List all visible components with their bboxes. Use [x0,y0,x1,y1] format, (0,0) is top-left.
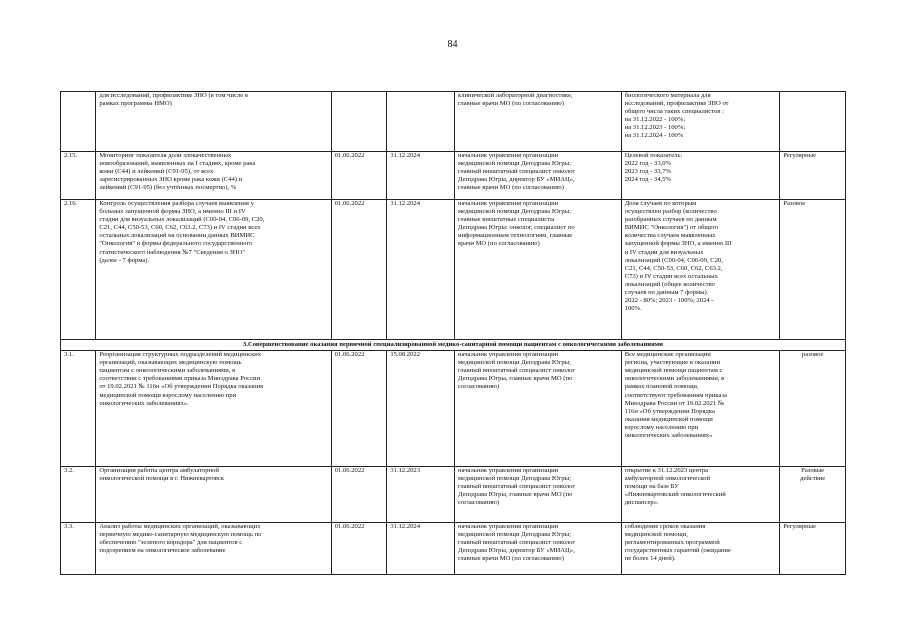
cell-measure [96,200,331,340]
cell-indicator [621,351,780,467]
cell-indicator-line: 2022 - 80%; 2023 - 100%; 2024 - [624,297,714,305]
cell-measure-line: обеспечению "зеленого коридора" для пациентов с [99,539,243,547]
cell-responsible-line: Депздрава Югры, директор БУ «МИАЦ», [458,176,575,184]
cell-periodicity-line: Разовые [801,467,825,475]
cell-responsible-line: медицинской помощи Депздрава Югры; [458,359,571,367]
cell-end-date: 31.12.2024 [387,523,455,575]
cell-periodicity [780,92,846,152]
cell-indicator-line: 2024 год - 34,5% [624,176,672,184]
plan-table [60,91,846,575]
cell-indicator-line: запущенной формы ЗНО, а именно III [624,240,732,248]
cell-number: 3.1. [61,351,96,467]
cell-measure-line: первичную медико-санитарную медицинскую помощь по [99,531,262,539]
cell-periodicity-line: Регулярные [783,523,817,531]
cell-indicator-line: взрослому населению при [624,423,699,431]
cell-responsible-line: Депздрава Югры, главные врачи МО (по [458,491,573,499]
cell-periodicity-line: действие [800,475,826,483]
cell-start-date [331,92,387,152]
cell-measure-line: Организация работы центра амбулаторной [99,467,219,475]
cell-indicator-line: медицинской помощи, [624,531,688,539]
cell-periodicity [780,200,846,340]
cell-indicator-line: на 31.12.2023 - 100%; [624,124,686,132]
cell-measure-line: онкологической помощи в г. Нижневартовск [99,475,224,483]
cell-indicator-line: регламентированных программой [624,539,720,547]
cell-indicator-line: на 31.12.2024 - 100% [624,132,684,140]
cell-periodicity [780,523,846,575]
cell-measure-line: статистического наблюдения №7 "Сведения о ЗНО" [99,248,246,256]
cell-measure-line: стадии для визуальных локализаций (С00-04, С06-09, С20, [99,216,265,224]
cell-responsible-line: медицинской помощи Депздрава Югры; [458,160,571,168]
cell-indicator-line: разобранных случаев по данным [624,216,717,224]
cell-indicator-line: государственных гарантий (ожидание [624,547,731,555]
cell-responsible-line: главный внештатный специалист онколог [458,539,576,547]
cell-responsible-line: согласованию) [458,499,500,507]
cell-responsible-line: главные врачи МО (по согласованию) [458,555,564,563]
cell-measure-line: С21, С44, С50-53, С60, С62, С63.2, С73) и IV стадии всех [99,224,261,232]
cell-responsible-line: медицинской помощи Депздрава Югры; [458,531,571,539]
cell-indicator-line: Все медицинские организации [624,351,711,359]
cell-measure-line: для исследований, профилактике ЗНО (в том числе в [99,92,248,99]
cell-indicator [621,523,780,575]
cell-indicator-line: ВИМИС "Онкология") от общего [624,224,719,232]
cell-indicator-line: исследований, профилактике ЗНО от [624,100,729,108]
cell-start-date: 01.06.2022 [331,467,387,523]
cell-responsible-line: главные врачи МО (по согласованию) [458,100,564,108]
cell-indicator-line: региона, участвующие в оказании [624,359,721,367]
cell-start-date: 01.06.2022 [331,152,387,200]
cell-indicator-line: количества случаев выявленных [624,232,716,240]
cell-measure [96,351,331,467]
cell-indicator-line: осуществлен разбор (количество [624,208,717,216]
cell-responsible-line: врачи МО (по согласованию) [458,240,540,248]
cell-indicator-line: локализаций (общее количество [624,280,715,288]
cell-responsible-line: начальник управления организации [458,200,559,207]
cell-indicator-line: 2022 год - 33,0% [624,160,672,168]
cell-measure-line: медицинской помощи взрослому населению при [99,391,237,399]
cell-indicator-line: 116н «Об утверждении Порядка [624,407,715,415]
cell-indicator-line: медицинской помощи пациентам с [624,367,723,375]
table-row [61,351,846,467]
cell-measure-line: от 19.02.2021 № 116н «Об утверждении Порядка оказания [99,383,264,391]
cell-measure [96,523,331,575]
table-row [61,467,846,523]
cell-periodicity [780,467,846,523]
cell-start-date: 01.06.2022 [331,351,387,467]
cell-periodicity [780,152,846,200]
cell-indicator-line: соответствуют требованиям приказа [624,391,727,399]
cell-measure [96,92,331,152]
cell-measure-line: остальных локализаций на основании данных ВИМИС [99,232,255,240]
cell-indicator-line: рамках плановой помощи, [624,383,699,391]
cell-end-date [387,92,455,152]
cell-indicator-line: С21, С44, С50-53, С60, С62, С63.2, [624,264,723,272]
cell-end-date: 31.12.2023 [387,467,455,523]
cell-indicator-line: локализаций (С00-04, С06-09, С20, [624,256,723,264]
cell-measure-line: рамках программы НМО) [99,100,172,108]
cell-indicator-line: соблюдение сроков оказания [624,523,706,531]
cell-responsible [455,523,622,575]
cell-responsible-line: информационным технологиям, главные [458,232,573,240]
cell-periodicity-line: Регулярные [783,152,817,159]
cell-measure [96,152,331,200]
table-row [61,152,846,200]
cell-responsible-line: Депздрава Югры, директор БУ «МИАЦ», [458,547,575,555]
cell-measure-line: новообразований, выявленных на I стадиях, кроме рака [99,160,256,168]
cell-indicator-line: онкологических заболеваниях» [624,432,713,440]
cell-measure-line: "Онкология" и формы федерального государственного [99,240,253,248]
table-body-part-2 [61,351,846,575]
cell-indicator [621,467,780,523]
cell-measure-line: пациентам с онкологическими заболеваниями, в [99,367,236,375]
cell-indicator-line: С73) и IV стадии всех остальных [624,272,718,280]
table-row [61,523,846,575]
cell-measure [96,467,331,523]
cell-measure-line: Анализ работы медицинских организаций, оказывающих [99,523,261,531]
cell-measure-line: зарегистрированных ЗНО кроме рака кожи (С44) и [99,176,243,184]
cell-indicator-line: и IV стадии для визуальных [624,248,704,256]
cell-indicator-line: онкологическими заболеваниями, в [624,375,725,383]
cell-measure-line: Мониторинг показателя доли злокачественных [99,152,232,159]
table-body-part-1 [61,92,846,340]
cell-periodicity-line: разовое [801,351,824,359]
cell-indicator [621,152,780,200]
cell-number: 2.15. [61,152,96,200]
cell-responsible [455,467,622,523]
cell-indicator [621,92,780,152]
cell-indicator-line: случаев по данным 7 формы). [624,289,709,297]
cell-measure-line: онкологических заболеваниях». [99,399,189,407]
cell-responsible-line: начальник управления организации [458,467,559,475]
cell-measure-line: (далее - 7 форма). [99,256,150,264]
cell-measure-line: лейкемий (С91-95) (без учтённых посмертно), % [99,184,237,192]
cell-measure-line: соответствии с требованиями приказа Минздрава России [99,375,261,383]
cell-responsible-line: главный внештатный специалист онколог [458,168,576,176]
cell-indicator-line: 100%. [624,305,642,313]
cell-responsible-line: согласованию) [458,383,500,391]
cell-indicator-line: оказания медицинской помощи [624,415,713,423]
cell-responsible-line: начальник управления организации [458,523,559,531]
table-row [61,200,846,340]
cell-periodicity-line: Разовое [783,200,806,207]
cell-number: 3.3. [61,523,96,575]
cell-responsible-line: медицинской помощи Депздрава Югры; [458,475,571,483]
cell-measure-line: Реорганизация структурных подразделений медицинских [99,351,262,359]
cell-start-date: 01.06.2022 [331,523,387,575]
table-row [61,92,846,152]
cell-measure-line: организаций, оказывающих медицинскую помощь [99,359,242,367]
section-header-row [61,340,846,351]
cell-responsible-line: главный внештатный специалист онколог [458,367,576,375]
cell-responsible-line: главные врачи МО (по согласованию) [458,184,564,192]
cell-end-date: 31.12.2024 [387,152,455,200]
cell-measure-line: кожи (С44) и лейкемий (С91-95), от всех [99,168,214,176]
cell-indicator-line: биологического материала для [624,92,711,99]
cell-indicator-line: 2023 год - 33,7% [624,168,672,176]
cell-end-date: 15.08.2022 [387,351,455,467]
cell-measure-line: Контроль осуществления разбора случаев выявления у [99,200,254,207]
cell-responsible-line: клинической лабораторной диагностике, [458,92,573,99]
cell-responsible [455,351,622,467]
cell-responsible [455,92,622,152]
cell-measure-line: больных запущенной формы ЗНО, а именно III и IV [99,208,246,216]
cell-indicator-line: общего числа таких специалистов : [624,108,724,116]
cell-responsible-line: главный внештатный специалист онколог [458,483,576,491]
cell-indicator-line: Целевой показатель: [624,152,683,159]
section-header-body [61,340,846,351]
cell-responsible-line: медицинской помощи Депздрава Югры; [458,208,571,216]
page-number: 84 [447,39,458,50]
cell-responsible-line: начальник управления организации [458,152,559,159]
cell-responsible-line: начальник управления организации [458,351,559,359]
section-title: 3.Совершенствование оказания первичной специализированной медико-санитарной помощи пациентам с онкологическими заболеваниями [61,340,846,351]
cell-indicator-line: Минздрава России от 19.02.2021 № [624,399,725,407]
cell-measure-line: подозрением на онкологическое заболевание [99,547,226,555]
cell-indicator-line: открытие к 31.12.2023 центра [624,467,709,475]
cell-end-date: 31.12.2024 [387,200,455,340]
cell-start-date: 01.06.2022 [331,200,387,340]
cell-indicator-line: амбулаторной онкологической [624,475,711,483]
cell-responsible-line: Депздрава Югры, главные врачи МО (по [458,375,573,383]
cell-indicator-line: «Нижневартовский онкологический [624,491,726,499]
cell-indicator-line: помощи на базе БУ [624,483,679,491]
cell-number [61,92,96,152]
cell-responsible [455,152,622,200]
cell-responsible-line: Депздрава Югры: онколог, специалист по [458,224,575,232]
cell-number: 3.2. [61,467,96,523]
cell-indicator-line: на 31.12.2022 - 100%; [624,116,686,124]
cell-indicator-line: не более 14 дней). [624,555,676,563]
cell-number: 2.16. [61,200,96,340]
cell-indicator [621,200,780,340]
cell-indicator-line: диспансер». [624,499,659,507]
cell-responsible [455,200,622,340]
cell-periodicity [780,351,846,467]
cell-responsible-line: главные внештатные специалисты [458,216,555,224]
cell-indicator-line: Доля случаев по которым [624,200,697,207]
